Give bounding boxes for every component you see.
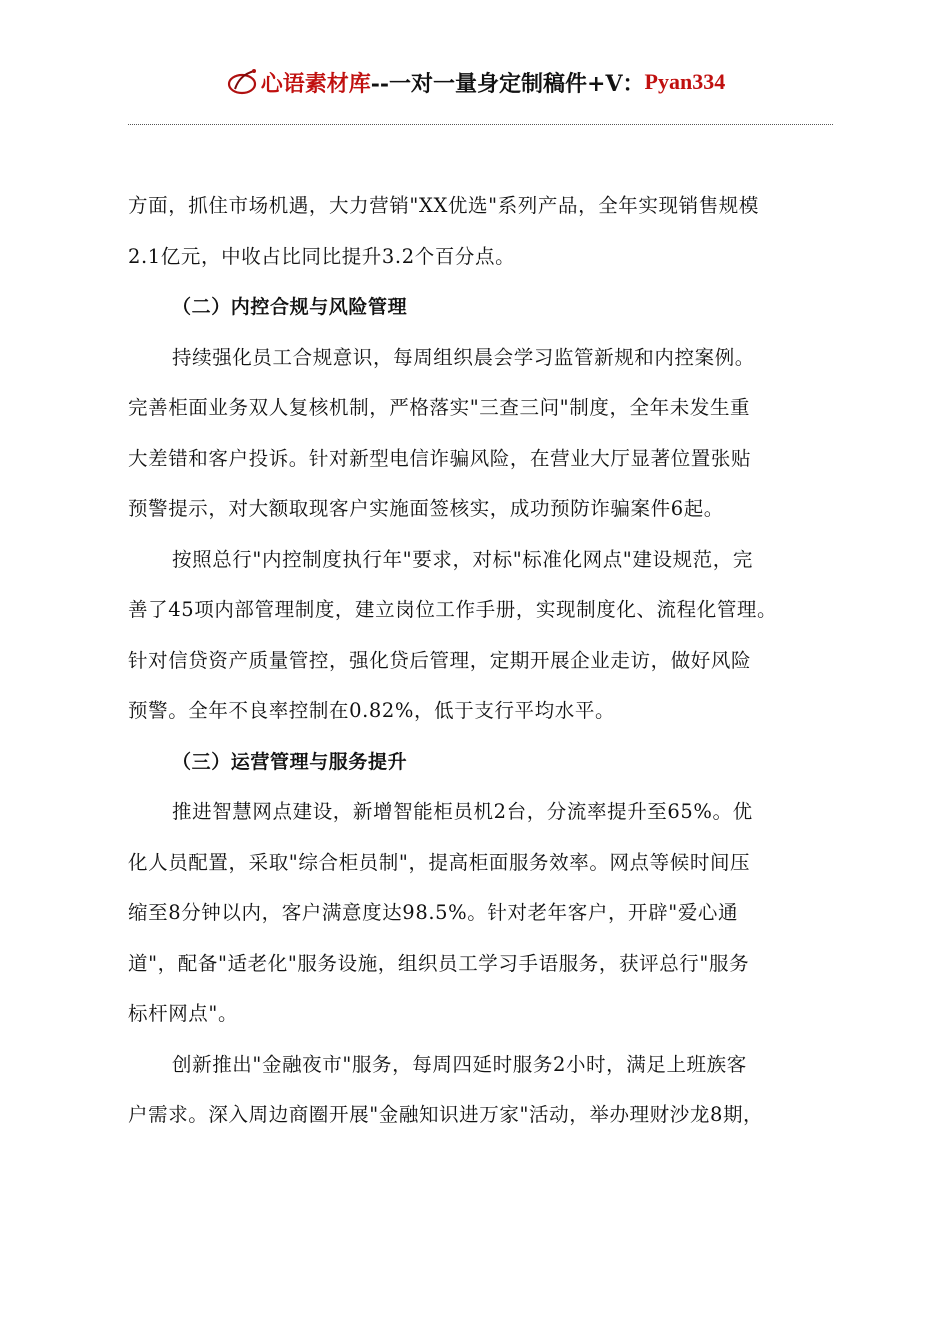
- contact-id: Pyan334: [644, 69, 726, 94]
- text-line: 预警。全年不良率控制在0.82%，低于支行平均水平。: [128, 699, 616, 722]
- brand-name: 心语素材库: [260, 70, 371, 97]
- text-line: 化人员配置，采取"综合柜员制"，提高柜面服务效率。网点等候时间压: [128, 850, 751, 874]
- text-line: 预警提示，对大额取现客户实施面签核实，成功预防诈骗案件6起。: [128, 497, 724, 520]
- text-line: 大差错和客户投诉。针对新型电信诈骗风险，在营业大厅显著位置张贴: [128, 446, 752, 470]
- text-line: 善了45项内部管理制度，建立岗位工作手册，实现制度化、流程化管理。: [128, 598, 778, 621]
- text-line: 户需求。深入周边商圈开展"金融知识进万家"活动，举办理财沙龙8期，: [128, 1103, 764, 1126]
- section-heading: （三）运营管理与服务提升: [172, 750, 408, 773]
- text-line: 推进智慧网点建设，新增智能柜员机2台，分流率提升至65%。优: [172, 800, 753, 823]
- text-line: 缩至8分钟以内，客户满意度达98.5%。针对老年客户，开辟"爱心通: [128, 901, 739, 924]
- page-header: [0, 60, 950, 104]
- section-heading: （二）内控合规与风险管理: [172, 296, 408, 318]
- document-body: [128, 188, 833, 1148]
- text-line: 标杆网点"。: [128, 1002, 239, 1025]
- text-line: 创新推出"金融夜市"服务，每周四延时服务2小时，满足上班族客: [172, 1052, 747, 1076]
- header-banner: [225, 65, 725, 99]
- quill-swirl-icon: [225, 65, 259, 99]
- header-divider: [128, 124, 833, 125]
- text-line: 针对信贷资产质量管控，强化贷后管理，定期开展企业走访，做好风险: [128, 648, 752, 672]
- text-line: 持续强化员工合规意识，每周组织晨会学习监管新规和内控案例。: [172, 345, 755, 369]
- text-line: 道"，配备"适老化"服务设施，组织员工学习手语服务，获评总行"服务: [128, 951, 750, 975]
- header-tagline: --一对一量身定制稿件+V：: [370, 70, 645, 97]
- text-line: 完善柜面业务双人复核机制，严格落实"三查三问"制度，全年未发生重: [128, 396, 751, 419]
- text-line: 按照总行"内控制度执行年"要求，对标"标准化网点"建设规范，完: [172, 547, 753, 571]
- text-line: 2.1亿元，中收占比同比提升3.2个百分点。: [128, 244, 516, 268]
- text-line: 方面，抓住市场机遇，大力营销"XX优选"系列产品，全年实现销售规模: [128, 194, 760, 217]
